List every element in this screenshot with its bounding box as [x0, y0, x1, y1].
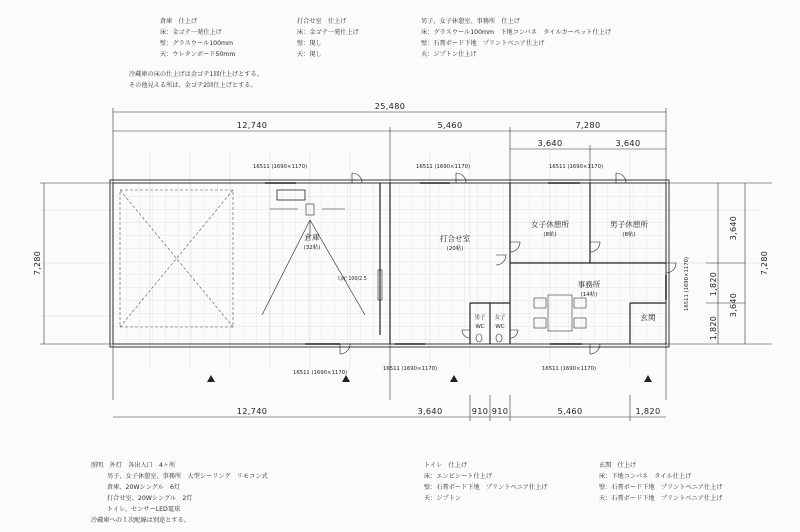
window-label-vertical: 16511 (1690×1170) — [684, 256, 690, 312]
room-male-rest-name: 男子休憩所 — [610, 220, 648, 229]
room-meeting-name: 打合せ室 — [439, 234, 471, 243]
top-dim-warehouse: 12,740 — [236, 120, 268, 130]
overall-width-label: 25,480 — [374, 101, 406, 111]
bottom-dim-meeting: 3,640 — [417, 406, 443, 416]
note-line: 壁：石膏ボード下地 プリントベニア仕上げ — [599, 484, 723, 491]
slope-label: 勾配 100/2.5 — [337, 277, 367, 282]
top-dim-right: 7,280 — [575, 120, 601, 130]
window-label: 16511 (1690×1170) — [415, 164, 471, 170]
room-office-name: 事務所 — [577, 280, 601, 289]
bottom-dim-warehouse: 12,740 — [236, 406, 268, 416]
note-line: 天：ジプトン仕上げ — [421, 51, 477, 58]
right-dim-1: 3,640 — [729, 215, 738, 241]
note-line: 冷蔵庫の床の仕上げは金ゴテ1回仕上げとする。 — [129, 71, 263, 78]
bottom-dim-entrance: 1,820 — [635, 406, 661, 416]
note-title: 照明 外灯 各出入口 4ヶ所 — [91, 462, 176, 469]
note-line: その他見える所は、金ゴテ2回仕上げとする。 — [129, 82, 257, 89]
note-line: 天：現し — [297, 51, 322, 58]
note-line: 壁：石膏ボード下地 プリントベニア仕上げ — [424, 484, 548, 491]
top-subdim-2: 3,640 — [615, 138, 641, 148]
note-line: 天：ウレタンボード50mm — [160, 51, 236, 58]
room-warehouse-area: (32帖) — [303, 245, 321, 251]
note-line: 壁：現し — [297, 40, 322, 47]
note-line: 床：グラスウール100mm 下地コンパネ タイルカーペット仕上げ — [421, 29, 612, 36]
bottom-dimensions — [113, 395, 666, 421]
room-male-wc-name: 男子 — [474, 315, 486, 321]
window-label: 16511 (1690×1170) — [252, 164, 308, 170]
room-female-rest-area: (8帖) — [543, 232, 557, 238]
note-line: 床：金ゴテ一発仕上げ — [160, 29, 222, 36]
note-line: 打合せ室、20Wシングル 2灯 — [107, 495, 193, 502]
window-label: 16511 (1690×1170) — [548, 164, 604, 170]
note-line: トイレ、センサーLED電球 — [107, 506, 181, 513]
note-line: 冷蔵庫への１次配線は別途とする。 — [91, 517, 190, 524]
window-label: 16511 (1690×1170) — [382, 366, 438, 372]
note-line: 床：下地コンパネ タイル仕上げ — [599, 473, 692, 480]
bottom-dim-wc2: 910 — [491, 406, 509, 416]
bottom-dim-office: 5,460 — [557, 406, 583, 416]
room-female-wc-sub: WC — [495, 324, 505, 330]
room-male-wc-sub: WC — [475, 324, 485, 330]
room-meeting-area: (20帖) — [446, 246, 464, 252]
top-dim-meeting: 5,460 — [437, 120, 463, 130]
window-label: 16511 (1690×1170) — [541, 366, 597, 372]
right-dim-2: 1,820 — [709, 271, 718, 297]
left-dim-label: 7,280 — [33, 250, 42, 276]
room-warehouse-name: 倉庫 — [304, 233, 320, 242]
right-dimensions — [666, 183, 772, 344]
note-line: 床：エンビシート仕上げ — [424, 473, 493, 480]
note-line: 壁：グラスウール100mm — [160, 40, 234, 47]
room-female-wc-name: 女子 — [494, 315, 506, 321]
note-line: 倉庫、20Wシングル 6灯 — [107, 484, 181, 491]
bottom-dim-wc1: 910 — [471, 406, 489, 416]
right-dim-4: 1,820 — [709, 315, 718, 341]
right-total-dim: 7,280 — [760, 250, 769, 276]
note-line: 天：石膏ボード下地 プリントベニア仕上げ — [599, 495, 723, 502]
note-line: 床：金ゴテ一発仕上げ — [297, 29, 359, 36]
room-office-area: (14帖) — [580, 292, 598, 298]
room-female-rest-name: 女子休憩所 — [531, 220, 569, 229]
note-title: 男子、女子休憩室、事務所 仕上げ — [421, 18, 520, 25]
exterior-light-markers — [207, 375, 652, 382]
note-title: 打合せ室 仕上げ — [297, 18, 347, 25]
window-label: 16511 (1690×1170) — [292, 370, 348, 376]
note-line: 壁：石膏ボード下地 プリントベニア仕上げ — [421, 40, 545, 47]
note-title: 倉庫 仕上げ — [160, 18, 198, 25]
room-male-rest-area: (8帖) — [622, 232, 636, 238]
note-title: トイレ 仕上げ — [424, 462, 468, 469]
note-line: 天：ジプトン — [424, 495, 462, 502]
note-title: 玄関 仕上げ — [599, 462, 637, 469]
room-entrance-name: 玄関 — [640, 313, 656, 322]
left-dimension — [40, 183, 113, 344]
top-subdim-1: 3,640 — [537, 138, 563, 148]
note-line: 男子、女子休憩室、事務所 大型シーリング リモコン式 — [107, 473, 268, 480]
right-dim-3: 3,640 — [729, 292, 738, 318]
